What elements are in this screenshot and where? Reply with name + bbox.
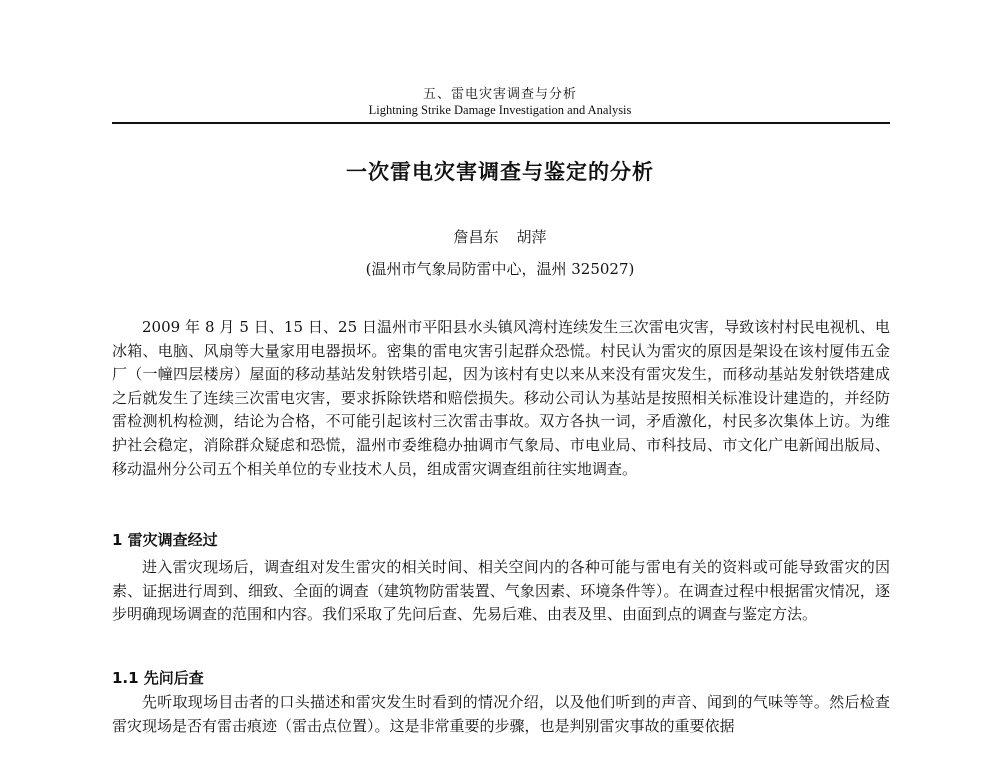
running-head-chinese: 五、雷电灾害调查与分析 xyxy=(422,87,577,102)
affiliation: (温州市气象局防雷中心，温州 325027) xyxy=(365,260,635,278)
paragraph-text: 进入雷灾现场后，调查组对发生雷灾的相关时间、相关空间内的各种可能与雷电有关的资料或可能导致雷灾的因素、证据进行周到、细致、全面的调查（建筑物防雷装置、气象因素、环境条件等）。在调查过程中根据雷灾情况，逐步明确现场调查的范围和内容。我们采取了先问后查、先易后难、由表及里、由面到点的调查与鉴定方法。 xyxy=(112,558,890,624)
author-name: 詹昌东 xyxy=(453,228,499,246)
author-list xyxy=(0,226,1000,247)
body-paragraph-ask-first xyxy=(112,691,890,738)
header-rule xyxy=(112,122,890,124)
paragraph-text: 2009 年 8 月 5 日、15 日、25 日温州市平阳县水头镇风湾村连续发生三次雷电灾害，导致该村村民电视机、电冰箱、电脑、风扇等大量家用电器损坏。密集的雷电灾害引起群众恐慌。村民认为雷灾的原因是架设在该村厦伟五金厂（一幢四层楼房）屋面的移动基站发射铁塔引起，因为该村有史以来从来没有雷灾发生，而移动基站发射铁塔建成之后就发生了连续三次雷电灾害，要求拆除铁塔和赔偿损失。移动公司认为基站是按照相关标准设计建造的，并经防雷检测机构检测，结论为合格，不可能引起该村三次雷击事故。双方各执一词，矛盾激化，村民多次集体上访。为维护社会稳定，消除群众疑虑和恐慌，温州市委维稳办抽调市气象局、市电业局、市科技局、市文化广电新闻出版局、移动温州分公司五个相关单位的专业技术人员，组成雷灾调查组前往实地调查。 xyxy=(112,318,890,478)
body-paragraph-investigation xyxy=(112,556,890,627)
author-name: 胡萍 xyxy=(516,228,547,246)
section-heading-1-1: 1.1 先问后查 xyxy=(112,669,204,687)
section-heading-1: 1 雷灾调查经过 xyxy=(112,531,218,549)
paragraph-text: 先听取现场目击者的口头描述和雷灾发生时看到的情况介绍，以及他们听到的声音、闻到的气味等等。然后检查雷灾现场是否有雷击痕迹（雷击点位置）。这是非常重要的步骤，也是判别雷灾事故的重要依据 xyxy=(112,693,890,735)
article-title: 一次雷电灾害调查与鉴定的分析 xyxy=(346,160,654,184)
body-paragraph-intro xyxy=(112,316,890,481)
running-head-english: Lightning Strike Damage Investigation and Analysis xyxy=(368,103,632,117)
